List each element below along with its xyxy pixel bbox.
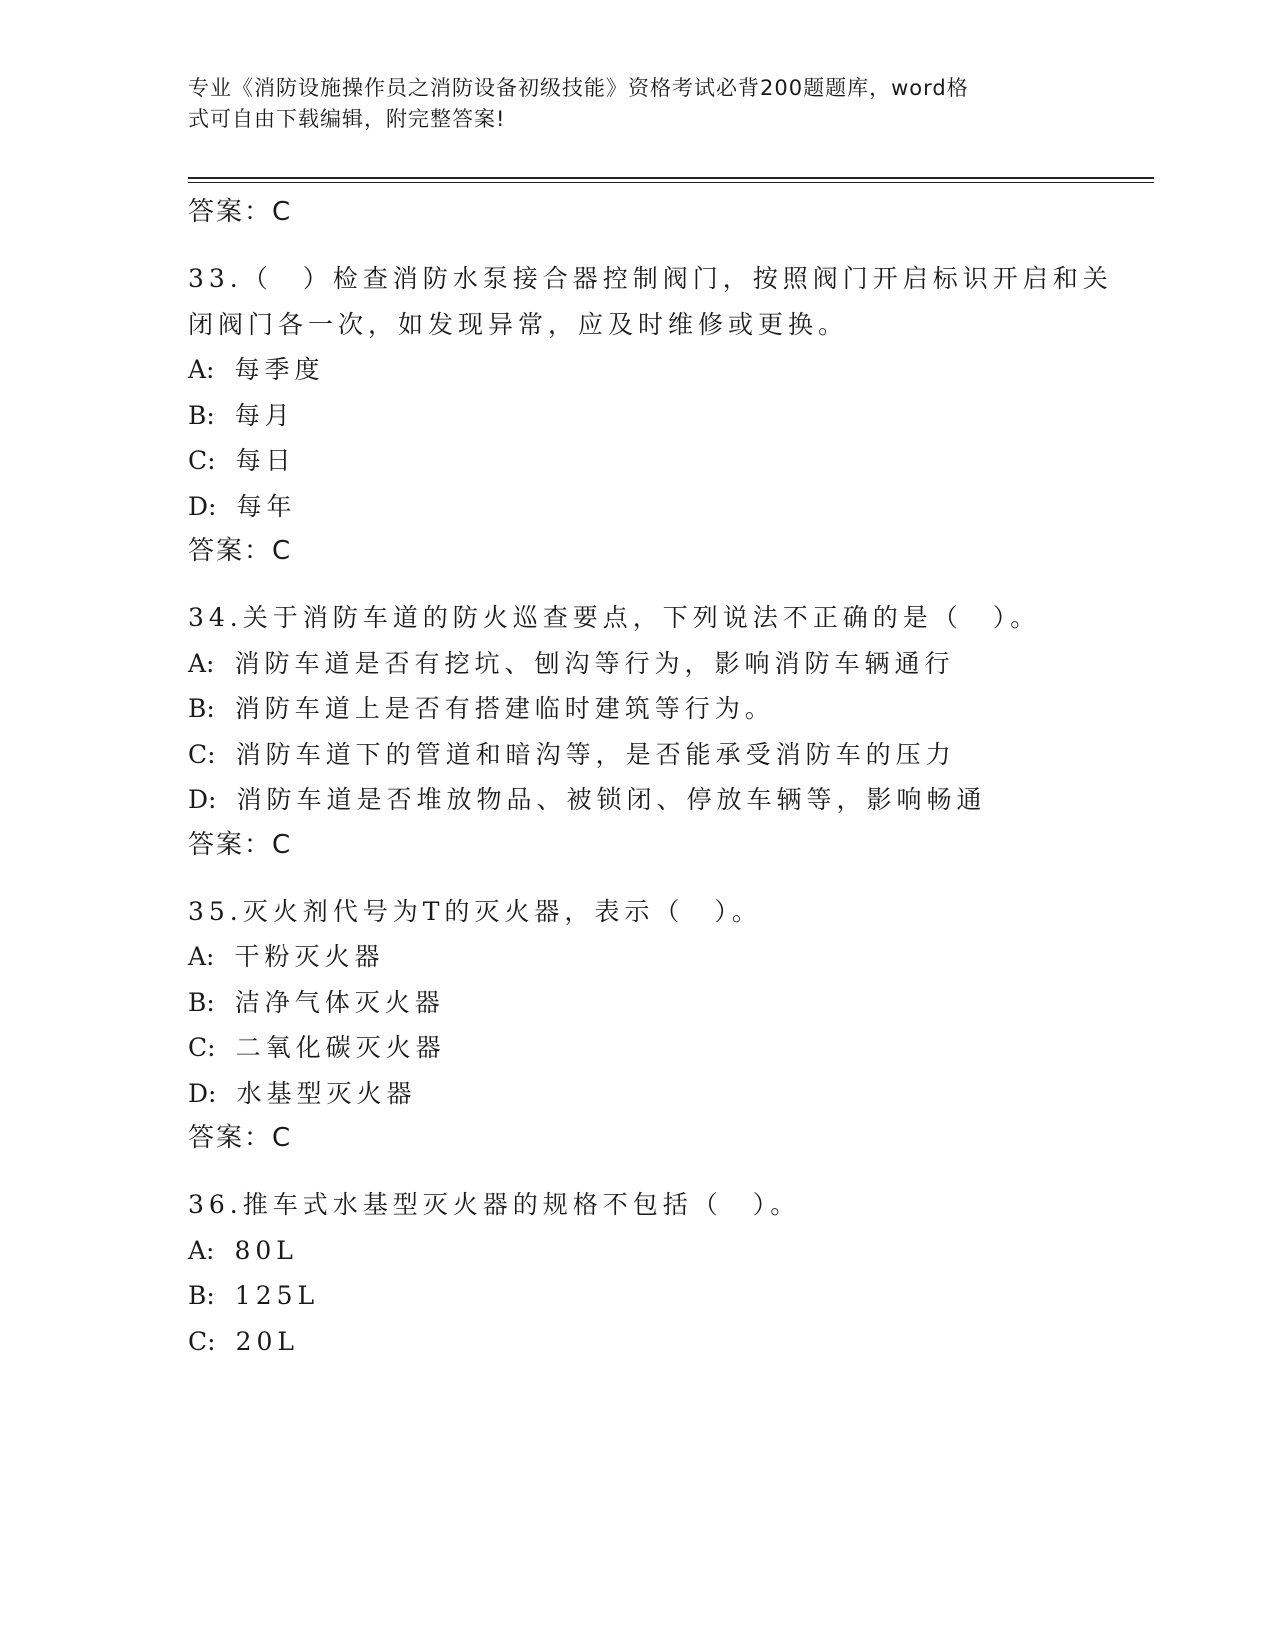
question-list [188,190,1154,1364]
option-c [188,1319,1154,1365]
header-line-1: 专业《消防设施操作员之消防设备初级技能》资格考试必背200题题库，word格 [188,76,969,100]
option-b [188,1273,1154,1319]
option-c [188,1025,1154,1071]
option-key: A: [188,648,215,678]
option-a [188,934,1154,980]
option-key: C: [188,446,216,475]
option-a [188,1228,1154,1274]
option-text: 二氧化碳灭火器 [235,1033,446,1062]
option-key: D: [188,491,217,521]
option-key: C: [188,1326,216,1356]
option-c [188,438,1154,484]
option-text: 125L [234,1281,320,1310]
option-text: 20L [235,1326,299,1356]
question-35 [188,889,1154,1161]
option-text: 80L [234,1235,298,1265]
option-b [188,980,1154,1026]
answer: 答案：C [188,536,293,566]
header-line-2: 式可自由下载编辑，附完整答案! [188,107,506,131]
option-d [188,1071,1154,1117]
option-text: 消防车道是否堆放物品、被锁闭、停放车辆等，影响畅通 [236,785,987,814]
option-key: B: [188,694,215,723]
option-text: 消防车道上是否有搭建临时建筑等行为。 [234,694,775,723]
option-text: 每季度 [234,355,325,384]
question-line: 36.推车式水基型灭火器的规格不包括（ ）。 [188,1190,801,1219]
question-line: 33.（ ）检查消防水泵接合器控制阀门，按照阀门开启标识开启和关 [188,264,1113,293]
question-text [188,595,1154,641]
header-divider-thick [188,177,1154,179]
option-key: A: [188,1235,215,1265]
option-a [188,347,1154,393]
option-text: 水基型灭火器 [236,1078,417,1108]
option-text: 消防车道是否有挖坑、刨沟等行为，影响消防车辆通行 [234,648,955,678]
answer: 答案：C [188,829,293,860]
question-36 [188,1182,1154,1364]
option-text: 每年 [236,491,297,521]
option-c [188,732,1154,778]
question-text [188,256,1154,347]
question-line: 34.关于消防车道的防火巡查要点，下列说法不正确的是（ ）。 [188,603,1041,632]
option-d [188,777,1154,823]
option-key: C: [188,1033,216,1062]
option-key: B: [188,987,215,1017]
answer: 答案：C [188,1123,293,1153]
option-d [188,484,1154,530]
option-key: B: [188,400,215,430]
option-a [188,641,1154,687]
question-34 [188,595,1154,867]
document-header [188,73,1088,135]
previous-answer: 答案：C [188,197,293,227]
header-divider-thin [188,182,1154,183]
option-key: D: [188,1078,217,1108]
option-text: 每月 [234,400,295,430]
option-key: C: [188,739,216,769]
option-b [188,686,1154,732]
option-text: 洁净气体灭火器 [234,987,445,1017]
question-33 [188,256,1154,573]
option-key: A: [188,942,215,971]
option-text: 每日 [235,446,296,475]
question-text [188,1182,1154,1228]
option-key: A: [188,355,215,384]
question-text [188,889,1154,935]
question-line: 闭阀门各一次，如发现异常，应及时维修或更换。 [188,309,849,339]
option-text: 消防车道下的管道和暗沟等，是否能承受消防车的压力 [235,739,956,769]
option-b [188,393,1154,439]
option-text: 干粉灭火器 [234,942,385,971]
option-key: D: [188,785,217,814]
option-key: B: [188,1281,215,1310]
question-line: 35.灭火剂代号为T的灭火器，表示（ ）。 [188,896,762,926]
